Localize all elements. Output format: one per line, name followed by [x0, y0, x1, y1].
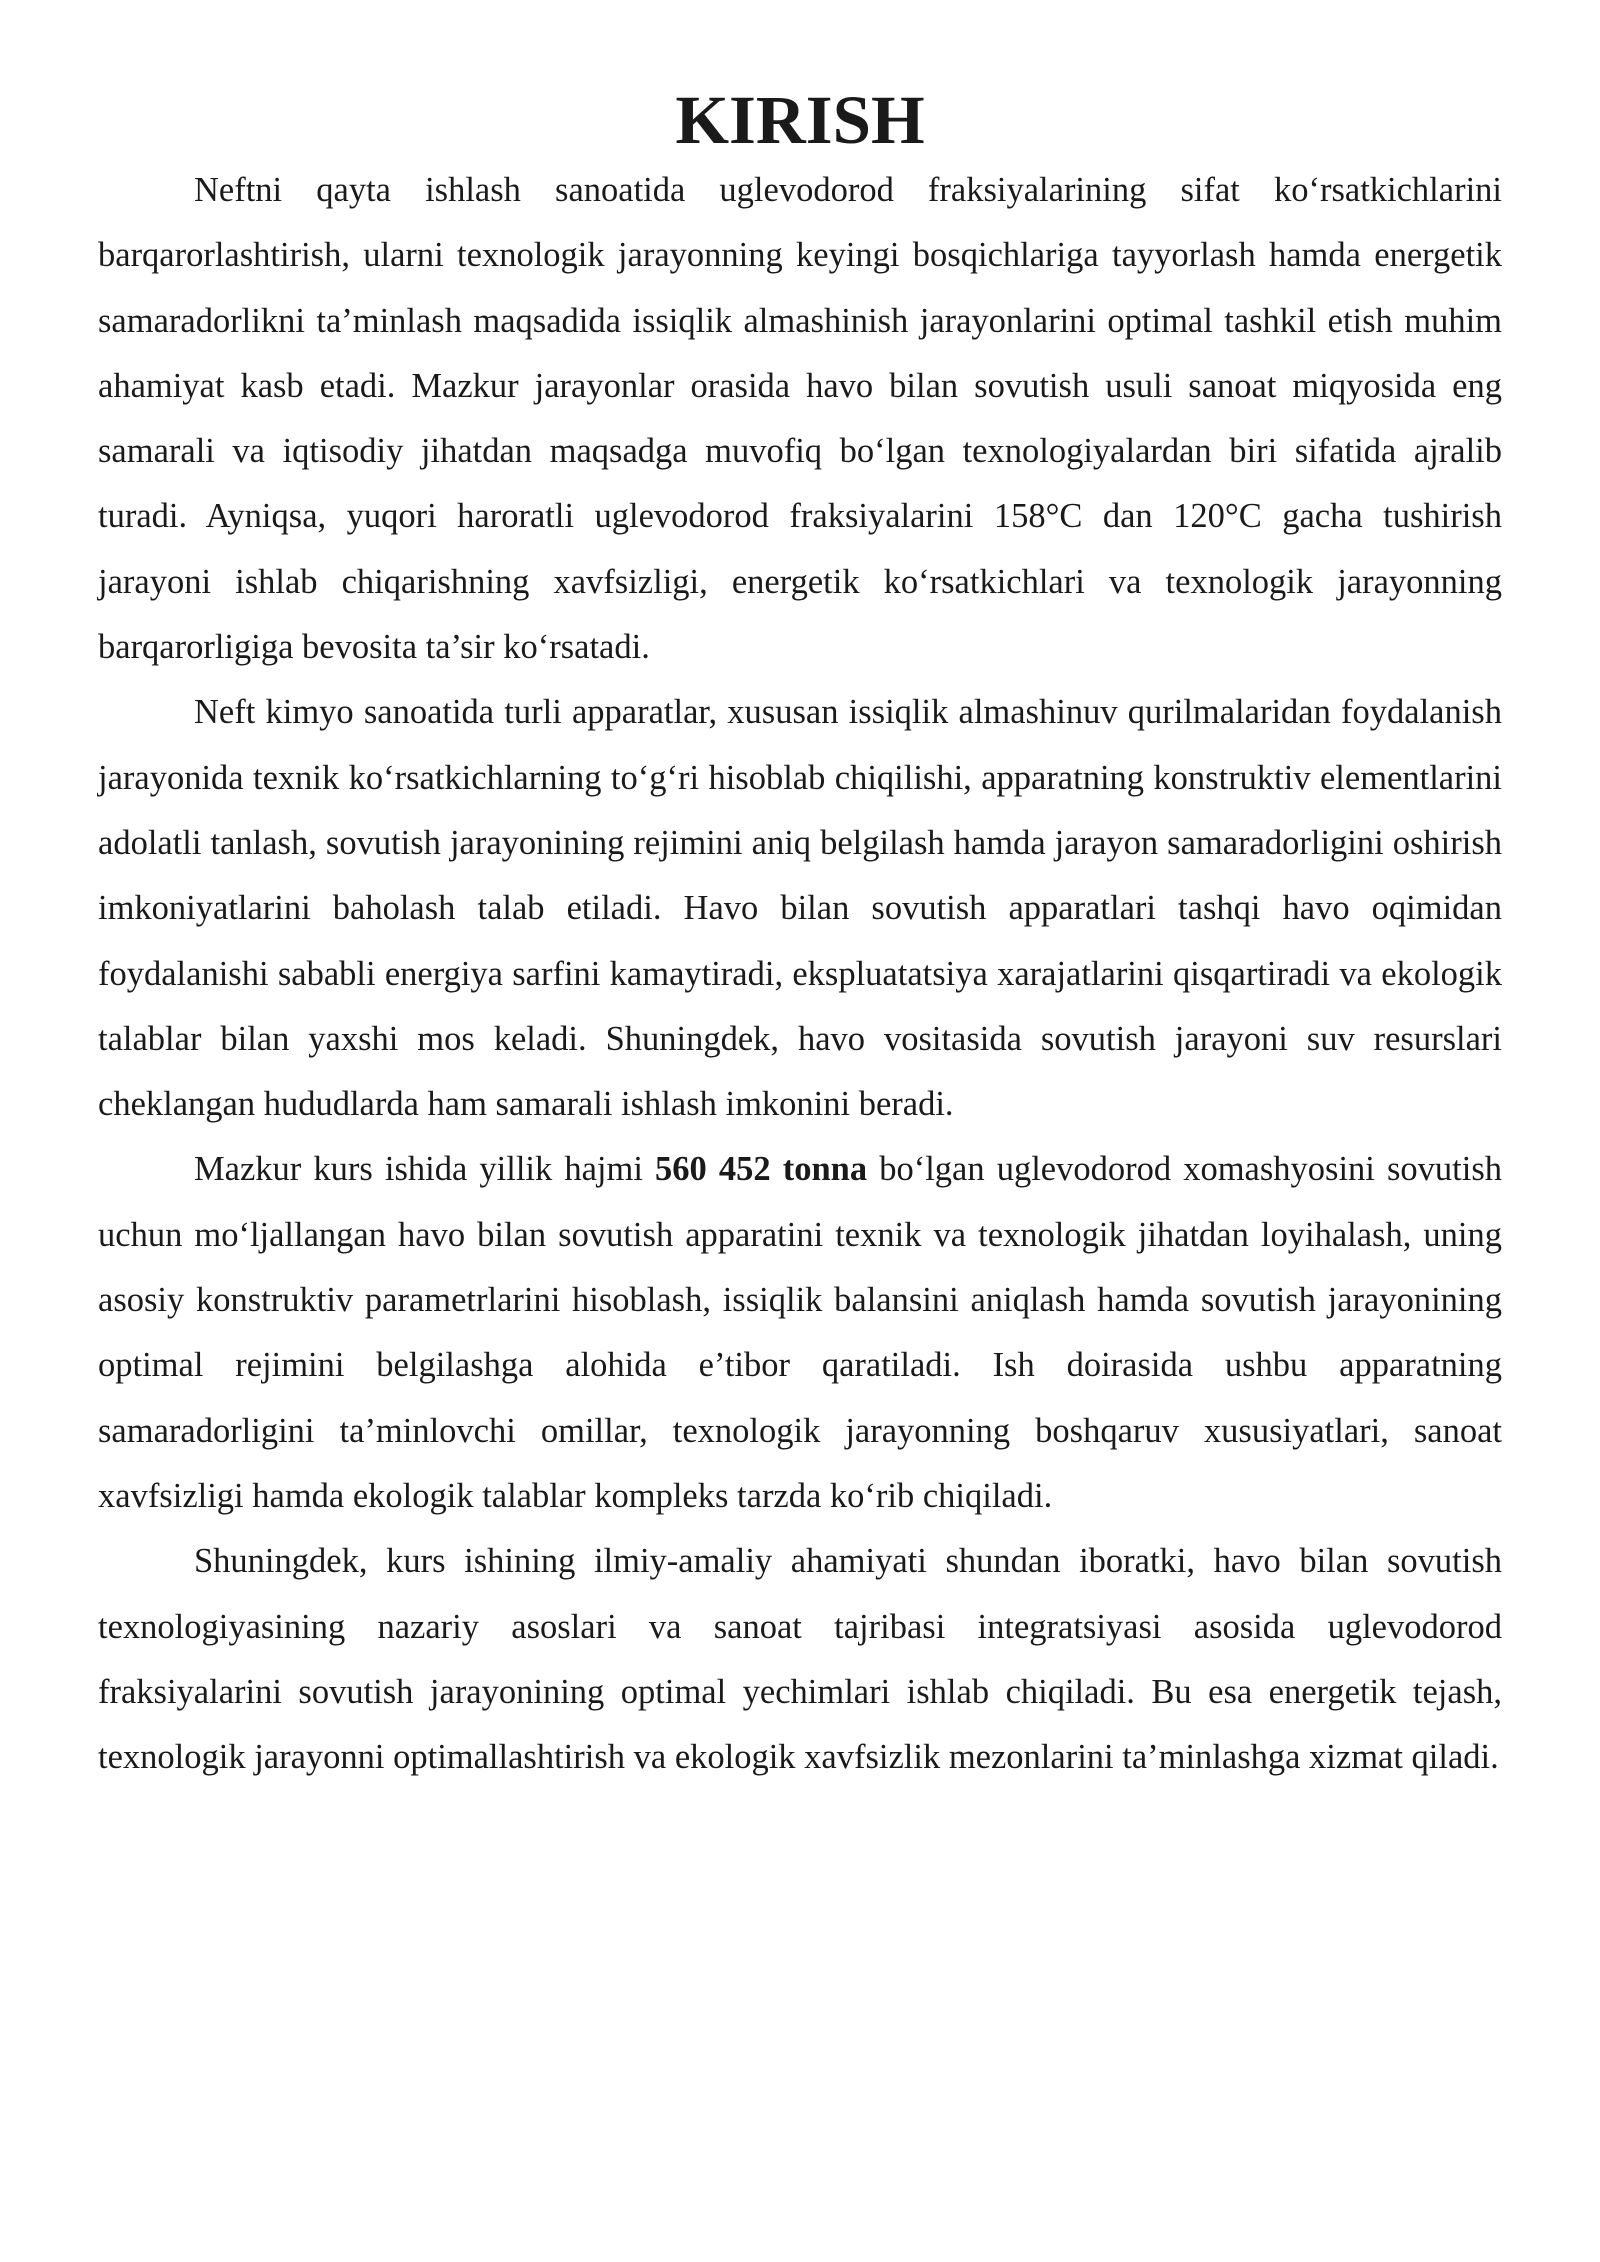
- paragraph-3-text-after: bo‘lgan uglevodorod xomashyosini sovutish uchun mo‘ljallangan havo bilan sovutish apparatini texnik va texnologik jihatdan loyihalash, uning asosiy konstruktiv parametrlarini hisoblash, issiqlik balansini aniqlash hamda sovutish jarayonining optimal rejimini belgilashga alohida e’tibor qaratiladi. Ish doirasida ushbu apparatning samaradorligini ta’minlovchi omillar, texnologik jarayonning boshqaruv xususiyatlari, sanoat xavfsizligi hamda ekologik talablar kompleks tarzda ko‘rib chiqiladi.: [98, 1150, 1503, 1515]
- paragraph-1: Neftni qayta ishlash sanoatida uglevodorod fraksiyalarining sifat ko‘rsatkichlarini barqarorlashtirish, ularni texnologik jarayonning keyingi bosqichlariga tayyorlash hamda energetik samaradorlikni ta’minlash maqsadida issiqlik almashinish jarayonlarini optimal tashkil etish muhim ahamiyat kasb etadi. Mazkur jarayonlar orasida havo bilan sovutish usuli sanoat miqyosida eng samarali va iqtisodiy jihatdan maqsadga muvofiq bo‘lgan texnologiyalardan biri sifatida ajralib turadi. Ayniqsa, yuqori haroratli uglevodorod fraksiyalarini 158°C dan 120°C gacha tushirish jarayoni ishlab chiqarishning xavfsizligi, energetik ko‘rsatkichlari va texnologik jarayonning barqarorligiga bevosita ta’sir ko‘rsatadi.: [98, 171, 1502, 667]
- paragraph-2: Neft kimyo sanoatida turli apparatlar, xususan issiqlik almashinuv qurilmalaridan foydalanish jarayonida texnik ko‘rsatkichlarning to‘g‘ri hisoblab chiqilishi, apparatning konstruktiv elementlarini adolatli tanlash, sovutish jarayonining rejimini aniq belgilash hamda jarayon samaradorligini oshirish imkoniyatlarini baholash talab etiladi. Havo bilan sovutish apparatlari tashqi havo oqimidan foydalanishi sababli energiya sarfini kamaytiradi, ekspluatatsiya xarajatlarini qisqartiradi va ekologik talablar bilan yaxshi mos keladi. Shuningdek, havo vositasida sovutish jarayoni suv resurslari cheklangan hududlarda ham samarali ishlash imkonini beradi.: [98, 693, 1502, 1124]
- annual-volume-value: 560 452 tonna: [655, 1150, 868, 1189]
- paragraph-4: Shuningdek, kurs ishining ilmiy-amaliy ahamiyati shundan iboratki, havo bilan sovutish texnologiyasining nazariy asoslari va sanoat tajribasi integratsiyasi asosida uglevodorod fraksiyalarini sovutish jarayonining optimal yechimlari ishlab chiqiladi. Bu esa energetik tejash, texnologik jarayonni optimallashtirish va ekologik xavfsizlik mezonlarini ta’minlashga xizmat qiladi.: [98, 1542, 1502, 1777]
- paragraph-3-text-before: Mazkur kurs ishida yillik hajmi: [194, 1150, 656, 1189]
- page-title: KIRISH: [675, 82, 925, 158]
- paragraph-3: [98, 1137, 1502, 1529]
